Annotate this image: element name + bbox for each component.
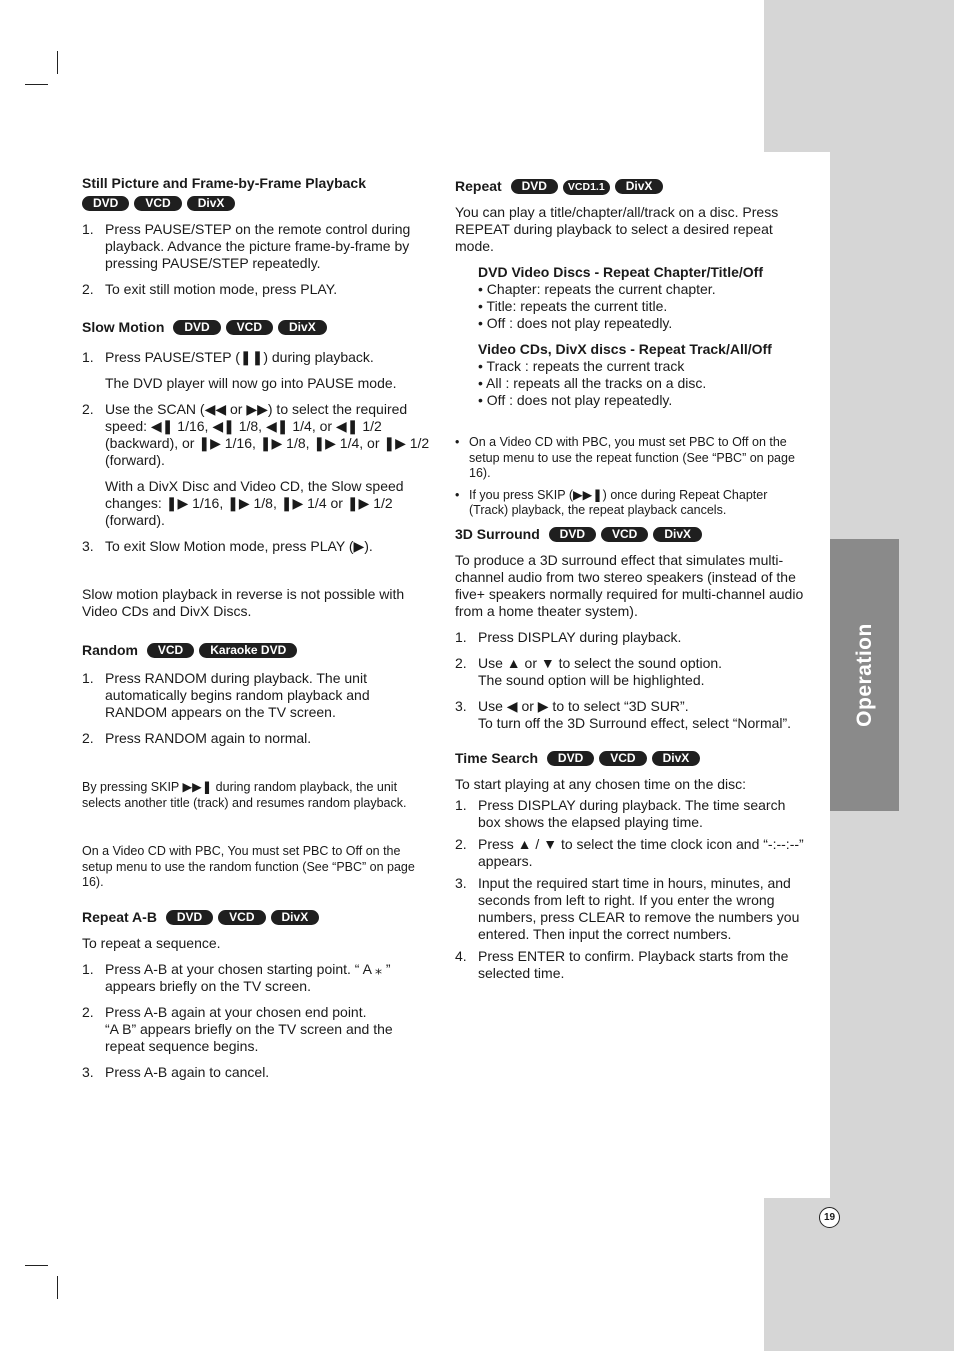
dvd-badge: DVD: [511, 179, 558, 194]
list-item: 2. Use ▲ or ▼ to select the sound option. The sound option will be highlighted.: [455, 654, 723, 688]
surround-heading: 3D Surround: [455, 525, 540, 542]
vcd-badge: VCD: [601, 527, 648, 542]
divx-badge: DivX: [187, 196, 236, 211]
list-item: • Track : repeats the current track: [478, 358, 685, 374]
list-item: • Title: repeats the current title.: [478, 298, 668, 314]
margin-band-bottom: [764, 1198, 954, 1351]
page-number: 19: [819, 1207, 840, 1228]
operation-tab: [830, 539, 899, 811]
crop-mark: [25, 84, 48, 85]
list-item: 2. Press ▲ / ▼ to select the time clock icon and “-:--:--” appears.: [455, 835, 804, 869]
vcd-badge: VCD: [134, 196, 181, 211]
list-item: • Off : does not play repeatedly.: [478, 315, 673, 331]
right-column: [455, 177, 807, 982]
operation-tab-label: Operation: [852, 623, 876, 727]
list-item: 3. To exit Slow Motion mode, press PLAY (▶).: [82, 538, 373, 554]
random-heading: Random: [82, 642, 138, 658]
list-item: 1. Press PAUSE/STEP (❚❚) during playback.: [82, 349, 374, 365]
slow-heading: Slow Motion: [82, 319, 165, 335]
list-item: • Chapter: repeats the current chapter.: [478, 281, 716, 297]
repeat-ab-heading: Repeat A-B: [82, 908, 157, 925]
vcd11-badge: VCD1.1: [563, 180, 610, 195]
vcd-badge: VCD: [147, 643, 194, 658]
list-item: 1. Press PAUSE/STEP on the remote control during playback. Advance the picture frame-by-frame by pressing PAUSE/STEP repeatedly.: [82, 221, 411, 271]
crop-mark: [57, 1276, 58, 1299]
karaoke-dvd-badge: Karaoke DVD: [199, 643, 297, 658]
list-item: 1. Press DISPLAY during playback. The time search box shows the elapsed playing time.: [455, 796, 786, 830]
divx-badge: DivX: [653, 527, 702, 542]
list-item: 1. Press DISPLAY during playback.: [455, 628, 682, 645]
left-column: [82, 174, 432, 1081]
divx-badge: DivX: [271, 910, 320, 925]
list-item: 2. Press RANDOM again to normal.: [82, 730, 312, 746]
vcd-badge: VCD: [599, 751, 646, 766]
slow-step2-note: With a DivX Disc and Video CD, the Slow speed changes: ❚▶ 1/16, ❚▶ 1/8, ❚▶ 1/4 or ❚▶ 1/2 (forward).: [105, 478, 404, 528]
crop-mark: [25, 1265, 48, 1266]
list-item: 4. Press ENTER to confirm. Playback starts from the selected time.: [455, 947, 789, 981]
list-item: 1. Press RANDOM during playback. The unit automatically begins random playback and RANDOM appears on the TV screen.: [82, 670, 370, 720]
divx-badge: DivX: [652, 751, 701, 766]
vcd-badge: VCD: [226, 320, 273, 335]
repeat-note-skip: • If you press SKIP (▶▶❚) once during Repeat Chapter (Track) playback, the repeat playback cancels.: [455, 487, 768, 517]
dvd-badge: DVD: [82, 196, 129, 211]
dvd-badge: DVD: [166, 910, 213, 925]
dvd-badge: DVD: [173, 320, 220, 335]
list-item: 2. Press A-B again at your chosen end point. “A B” appears briefly on the TV screen and the repeat sequence begins.: [82, 1003, 393, 1054]
list-item: 3. Press A-B again to cancel.: [82, 1063, 270, 1080]
divx-badge: DivX: [615, 179, 664, 194]
crop-mark: [57, 51, 58, 74]
repeat-heading: Repeat: [455, 178, 502, 194]
repeat-ab-intro: To repeat a sequence.: [82, 934, 221, 951]
list-item: 1. Press A-B at your chosen starting point. “ A ⁎ ” appears briefly on the TV screen.: [82, 960, 391, 994]
repeat-intro: You can play a title/chapter/all/track on a disc. Press REPEAT during playback to select a desired repeat mode.: [455, 204, 779, 254]
time-search-intro: To start playing at any chosen time on the disc:: [455, 775, 747, 792]
dvd-badge: DVD: [549, 527, 596, 542]
list-item: • All : repeats all the tracks on a disc.: [478, 375, 707, 391]
surround-intro: To produce a 3D surround effect that simulates multi-channel audio from two stereo speakers (instead of the five+ speakers normally required for multi-channel audio from a home theater system).: [455, 551, 804, 619]
vcd-badge: VCD: [218, 910, 265, 925]
list-item: 2. To exit still motion mode, press PLAY.: [82, 281, 338, 297]
list-item: 2. Use the SCAN (◀◀ or ▶▶) to select the required speed: ◀❚ 1/16, ◀❚ 1/8, ◀❚ 1/4, or ◀❚ 1/2 (backward), or ❚▶ 1/16, ❚▶ 1/8, ❚▶ 1/4, or ❚▶ 1/2 (forward).: [82, 401, 430, 468]
time-search-heading: Time Search: [455, 749, 539, 766]
vcd-repeat-heading: Video CDs, DivX discs - Repeat Track/All/Off: [478, 341, 772, 357]
list-item: 3. Use ◀ or ▶ to to select “3D SUR”. To turn off the 3D Surround effect, select “Normal”.: [455, 697, 792, 731]
slow-note: Slow motion playback in reverse is not possible with Video CDs and DivX Discs.: [82, 586, 405, 619]
random-note-skip: By pressing SKIP ▶▶❚ during random playback, the unit selects another title (track) and resumes random playback.: [82, 780, 407, 810]
list-item: • Off : does not play repeatedly.: [478, 392, 673, 408]
slow-step1-note: The DVD player will now go into PAUSE mode.: [105, 375, 397, 391]
list-item: 3. Input the required start time in hours, minutes, and seconds from left to right. If you enter the wrong numbers, press CLEAR to remove the numbers you entered. Then input the correct numbers.: [455, 874, 800, 942]
random-note-pbc: On a Video CD with PBC, You must set PBC to Off on the setup menu to use the random function (See “PBC” on page 16).: [82, 844, 415, 889]
repeat-note-pbc: • On a Video CD with PBC, you must set PBC to Off on the setup menu to use the repeat function (See “PBC” on page 16).: [455, 435, 795, 480]
still-heading: Still Picture and Frame-by-Frame Playback: [82, 175, 366, 191]
divx-badge: DivX: [278, 320, 327, 335]
dvd-badge: DVD: [547, 751, 594, 766]
dvd-repeat-heading: DVD Video Discs - Repeat Chapter/Title/Off: [478, 264, 763, 280]
